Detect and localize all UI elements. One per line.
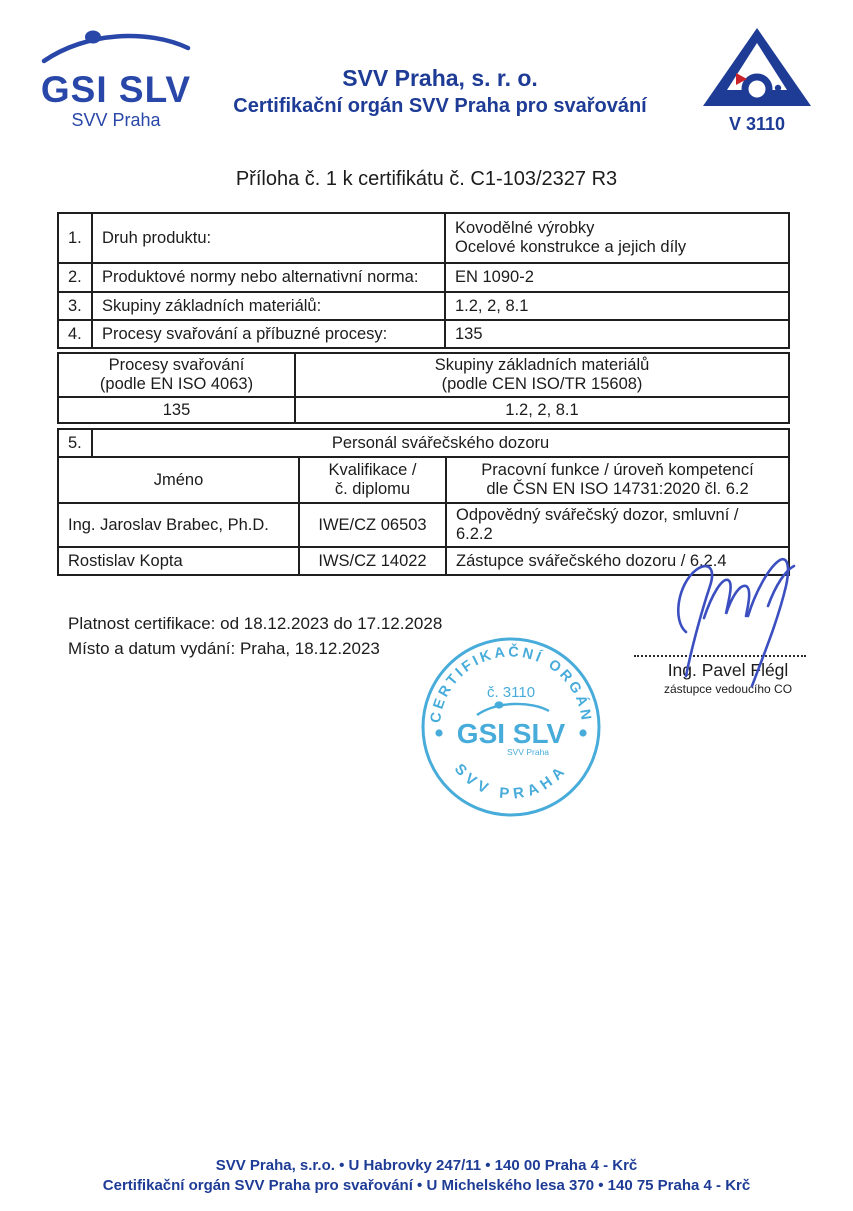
process-column-header — [58, 353, 295, 397]
row-number: 1. — [58, 213, 92, 263]
header-line: (podle CEN ISO/TR 15608) — [441, 375, 643, 393]
footer — [0, 1157, 853, 1194]
header-line: Procesy svařování — [108, 356, 245, 374]
row-value-line: Ocelové konstrukce a jejich díly — [455, 238, 687, 256]
handwritten-signature — [656, 554, 816, 694]
table-row — [58, 397, 789, 423]
signatory-role: zástupce vedoucího CO — [663, 682, 793, 696]
stamp-brand: GSI SLV — [456, 718, 566, 749]
signature-block — [628, 560, 828, 696]
table-row — [58, 320, 789, 348]
row-label: Skupiny základních materiálů: — [92, 292, 445, 320]
name-column-header: Jméno — [58, 457, 299, 503]
table-row — [58, 213, 789, 263]
accreditation-mark — [698, 26, 816, 135]
function-column-header — [446, 457, 789, 503]
table-row — [58, 503, 789, 547]
process-value: 135 — [58, 397, 295, 423]
person-name: Rostislav Kopta — [58, 547, 299, 575]
stamp-bottom-text: SVV PRAHA — [450, 760, 572, 803]
row-label: Produktové normy nebo alternativní norma: — [92, 263, 445, 292]
person-qualification: IWE/CZ 06503 — [299, 503, 446, 547]
svg-text:SVV PRAHA — [451, 761, 571, 803]
header-line: (podle EN ISO 4063) — [99, 375, 254, 393]
material-column-header — [295, 353, 789, 397]
row-value: 1.2, 2, 8.1 — [445, 292, 789, 320]
header-line: dle ČSN EN ISO 14731:2020 čl. 6.2 — [486, 480, 749, 498]
document-title: Příloha č. 1 k certifikátu č. C1-103/2327 R3 — [235, 168, 618, 190]
row-label: Druh produktu: — [92, 213, 445, 263]
process-material-table — [57, 352, 790, 424]
validity-period: Platnost certifikace: od 18.12.2023 do 17.12.2028 — [68, 614, 443, 633]
stamp-top-text: CERTIFIKAČNÍ ORGÁN — [427, 644, 595, 724]
accreditation-code: V 3110 — [728, 114, 786, 134]
row-number: 4. — [58, 320, 92, 348]
material-value: 1.2, 2, 8.1 — [295, 397, 789, 423]
qualification-column-header — [299, 457, 446, 503]
person-qualification: IWS/CZ 14022 — [299, 547, 446, 575]
person-name: Ing. Jaroslav Brabec, Ph.D. — [58, 503, 299, 547]
organization-department: Certifikační orgán SVV Praha pro svařování — [233, 94, 647, 117]
header-line: Skupiny základních materiálů — [434, 356, 650, 374]
person-function: Zástupce svářečského dozoru / 6.2.4 — [446, 547, 789, 575]
table-row — [58, 292, 789, 320]
person-function: Odpovědný svářečský dozor, smluvní / 6.2.2 — [446, 503, 789, 547]
header-line: č. diplomu — [334, 480, 411, 498]
row-value-line: Kovodělné výrobky — [455, 219, 595, 237]
stamp-brand-sub: SVV Praha — [506, 747, 550, 757]
row-value: 135 — [445, 320, 789, 348]
table-section-row — [58, 429, 789, 457]
stamp-swoosh-icon — [477, 704, 549, 715]
row-label: Procesy svařování a příbuzné procesy: — [92, 320, 445, 348]
header-line: Kvalifikace / — [328, 461, 417, 479]
logo-brand-text: GSI SLV — [40, 69, 192, 110]
table-header-row — [58, 353, 789, 397]
swoosh-icon — [36, 28, 196, 66]
footer-company-address: SVV Praha, s.r.o. • U Habrovky 247/11 • 140 00 Praha 4 - Krč — [215, 1157, 638, 1174]
organization-name: SVV Praha, s. r. o. — [342, 65, 538, 91]
table-header-row — [58, 457, 789, 503]
row-number: 2. — [58, 263, 92, 292]
organization-header — [205, 64, 675, 119]
logo-sub-text: SVV Praha — [71, 110, 161, 130]
signatory-name: Ing. Pavel Flégl — [667, 660, 789, 680]
header-line: Pracovní funkce / úroveň kompetencí — [481, 461, 754, 479]
stamp-number: č. 3110 — [486, 684, 536, 701]
row-number: 5. — [58, 429, 92, 457]
issue-place-date: Místo a datum vydání: Praha, 18.12.2023 — [68, 638, 380, 658]
table-row — [58, 263, 789, 292]
accreditation-triangle-icon — [701, 26, 813, 108]
product-table — [57, 212, 790, 349]
certification-stamp — [415, 631, 607, 823]
validity-block — [68, 612, 442, 661]
gsi-slv-logo — [36, 28, 196, 131]
row-value: EN 1090-2 — [445, 263, 789, 292]
row-number: 3. — [58, 292, 92, 320]
row-value — [445, 213, 789, 263]
footer-certification-address: Certifikační orgán SVV Praha pro svařování • U Michelského lesa 370 • 140 75 Praha 4 - Krč — [102, 1177, 751, 1194]
section-title: Personál svářečského dozoru — [92, 429, 789, 457]
